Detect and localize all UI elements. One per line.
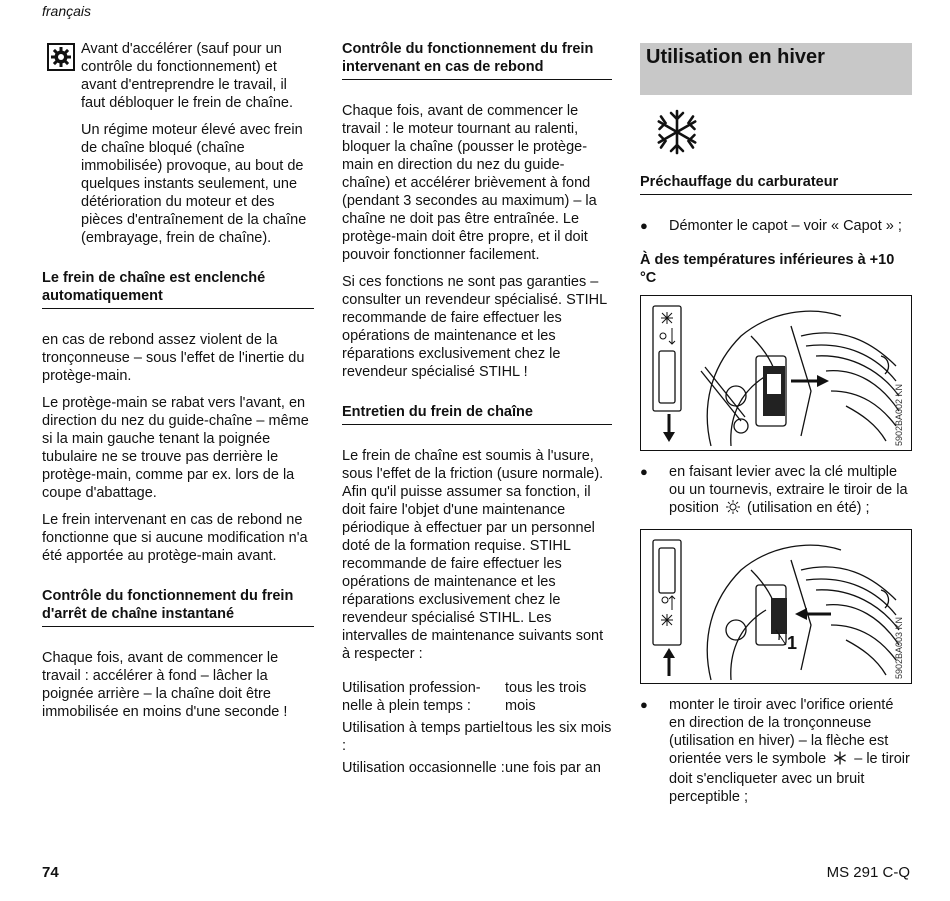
snowflake-icon (654, 109, 700, 155)
bullet-text: (utilisation en été) ; (747, 500, 870, 516)
paragraph: Si ces fonctions ne sont pas garanties – consulter un revendeur spécialisé. STIHL recommande de faire effectuer les opérations de maintenance et les réparations exclusivement chez le revendeur spécialisé STIHL ! (342, 274, 607, 380)
interval-usage: Utilisation à temps partiel : (342, 720, 504, 754)
language-label: français (42, 3, 92, 19)
model-name: MS 291 C-Q (826, 864, 910, 881)
figure-code: 5902BA002 KN (894, 383, 904, 446)
bullet-text: en faisant levier avec la clé multiple ou un tournevis, extraire le tiroir de la position (669, 464, 908, 516)
snowflake-icon (833, 751, 847, 770)
paragraph: Chaque fois, avant de commencer le travail : le moteur tournant au ralenti, bloquer la chaîne (pousser le protège-main en direction du nez du guide-chaîne) et accélérer brièvement à fond (pendant 3 secondes au maximum) – la chaîne ne doit pas être entraînée. Le protège-main doit être propre, et il doit pouvoir fonctionner facilement. (342, 103, 597, 263)
bullet-item (640, 463, 912, 519)
interval-usage: Utilisation occasionnelle : (342, 760, 505, 776)
bullet-text: monter le tiroir avec l'orifice orienté en direction de la tronçonneuse (utilisation en hiver) – la flèche est orientée vers le symbole (669, 697, 894, 767)
figure-winter-position (640, 529, 912, 684)
heading-chain-brake-auto: Le frein de chaîne est enclenché automatiquement (42, 269, 314, 309)
page-number: 74 (42, 864, 59, 881)
heading-instant-brake-check: Contrôle du fonctionnement du frein d'arrêt de chaîne instantané (42, 587, 314, 627)
interval-value: une fois par an (505, 760, 601, 776)
figure-label: 1 (787, 633, 798, 653)
bullet-item (640, 696, 912, 806)
section-title: Utilisation en hiver (640, 43, 912, 95)
figure-summer-position (640, 295, 912, 451)
heading-kickback-brake-check: Contrôle du fonctionnement du frein intervenant en cas de rebond (342, 40, 612, 80)
warning-block (42, 40, 314, 247)
maintenance-intervals (342, 679, 612, 777)
temperature-heading: À des températures inférieures à +10 °C (640, 252, 895, 286)
gear-warning-icon (47, 43, 75, 71)
column-left (42, 40, 314, 730)
heading-carburetor-preheat: Préchauffage du carburateur (640, 173, 912, 195)
bullet-text: – le tiroir doit s'encliqueter avec un bruit perceptible ; (669, 751, 910, 805)
interval-value: tous les six mois (505, 720, 612, 736)
interval-usage: Utilisation profession-nelle à plein temps : (342, 680, 481, 714)
paragraph: Le protège-main se rabat vers l'avant, en direction du nez du guide-chaîne – même si la main gauche tenant la poignée tubulaire ne se trouve pas derrière le protège-main, comme par ex. lors de la coupe d'abattage. (42, 395, 309, 501)
paragraph: Le frein de chaîne est soumis à l'usure, sous l'effet de la friction (usure normale). Afin qu'il puisse assumer sa fonction, il doit faire l'objet d'une maintenance périodique à effectuer par un personnel doté de la formation requise. STIHL recommande de faire effectuer les opérations de maintenance et les réparations exclusivement chez le revendeur spécialisé STIHL. Les intervalles de maintenance suivants sont à respecter : (342, 448, 604, 662)
sun-icon (726, 500, 740, 519)
interval-value: tous les trois mois (505, 680, 587, 714)
paragraph: Le frein intervenant en cas de rebond ne fonctionne que si aucune modification n'a été apportée au protège-main avant. (42, 512, 308, 564)
paragraph: en cas de rebond assez violent de la tronçonneuse – sous l'effet de l'inertie du protège-main. (42, 332, 305, 384)
warning-text-1: Avant d'accélérer (sauf pour un contrôle du fonctionnement) et avant d'entreprendre le travail, il faut débloquer le frein de chaîne. (81, 41, 294, 111)
warning-text-2: Un régime moteur élevé avec frein de chaîne bloqué (chaîne immobilisée) provoque, au bout de quelques instants seulement, une détérioration du moteur et des pièces d'entraînement de la chaîne (embrayage, frein de chaîne). (81, 122, 307, 246)
column-right (640, 40, 912, 816)
column-middle (342, 40, 612, 777)
bullet-item: ● Démonter le capot – voir « Capot » ; (640, 217, 912, 235)
paragraph: Chaque fois, avant de commencer le travail : accélérer à fond – lâcher la poignée arrière – la chaîne doit être immobilisée en moins d'une seconde ! (42, 650, 288, 720)
figure-code: 5902BA003 KN (894, 616, 904, 679)
heading-brake-maintenance: Entretien du frein de chaîne (342, 403, 612, 425)
